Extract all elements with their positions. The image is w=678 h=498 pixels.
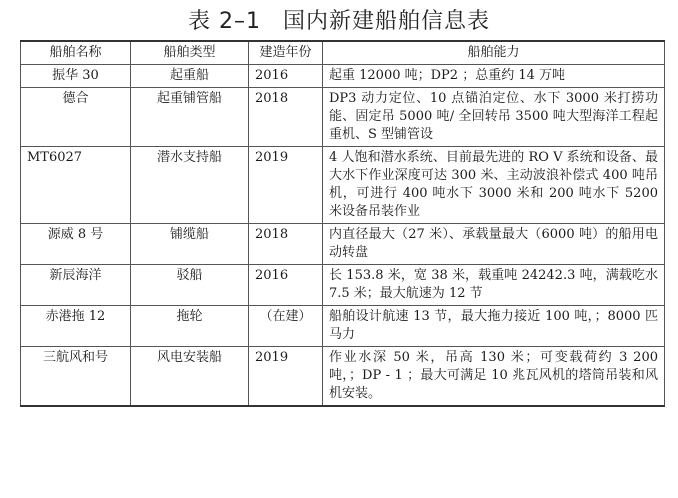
table-number: 表 2–1 xyxy=(187,9,261,34)
cell-capability: 作业水深 50 米，吊高 130 米；可变载荷约 3 200 吨，；DP - 1 ；最大可满足 10 兆瓦风机的塔筒吊装和风机安装。 xyxy=(323,347,665,407)
cell-build-year: 2016 xyxy=(249,265,323,306)
header-build-year: 建造年份 xyxy=(249,41,323,65)
cell-ship-type: 拖轮 xyxy=(131,306,249,347)
cell-capability: 长 153.8 米，宽 38 米，载重吨 24242.3 吨，满载吃水 7.5 米；最大航速为 12 节 xyxy=(323,265,665,306)
table-row xyxy=(21,265,665,306)
table-row xyxy=(21,88,665,147)
table-row xyxy=(21,347,665,407)
cell-build-year: 2016 xyxy=(249,65,323,88)
header-ship-name: 船舶名称 xyxy=(21,41,131,65)
cell-ship-name: 源威 8 号 xyxy=(21,224,131,265)
cell-capability: 内直径最大（27 米）、承载量最大（6000 吨）的船用电动转盘 xyxy=(323,224,665,265)
table-row xyxy=(21,147,665,224)
cell-ship-type: 起重铺管船 xyxy=(131,88,249,147)
cell-capability: DP3 动力定位、10 点锚泊定位、水下 3000 米打捞功能、固定吊 5000 吨/ 全回转吊 3500 吨大型海洋工程起重机、S 型铺管设 xyxy=(323,88,665,147)
cell-capability: 船舶设计航速 13 节，最大拖力接近 100 吨，；8000 匹马力 xyxy=(323,306,665,347)
cell-ship-type: 潜水支持船 xyxy=(131,147,249,224)
cell-capability: 起重 12000 吨；DP2 ；总重约 14 万吨 xyxy=(323,65,665,88)
table-row xyxy=(21,306,665,347)
cell-build-year: 2018 xyxy=(249,88,323,147)
cell-ship-type: 风电安装船 xyxy=(131,347,249,407)
cell-ship-name: MT6027 xyxy=(21,147,131,224)
cell-ship-name: 振华 30 xyxy=(21,65,131,88)
header-ship-type: 船舶类型 xyxy=(131,41,249,65)
cell-ship-name: 三航风和号 xyxy=(21,347,131,407)
cell-build-year: （在建） xyxy=(249,306,323,347)
cell-ship-type: 起重船 xyxy=(131,65,249,88)
table-row xyxy=(21,224,665,265)
cell-build-year: 2018 xyxy=(249,224,323,265)
cell-ship-name: 德合 xyxy=(21,88,131,147)
cell-ship-name: 新辰海洋 xyxy=(21,265,131,306)
table-row xyxy=(21,65,665,88)
cell-build-year: 2019 xyxy=(249,347,323,407)
cell-ship-type: 驳船 xyxy=(131,265,249,306)
cell-capability: 4 人饱和潜水系统、目前最先进的 RO V 系统和设备、最大水下作业深度可达 300 米、主动波浪补偿式 400 吨吊机，可进行 400 吨水下 3000 米和 200 吨水下 5200 米设备吊装作业 xyxy=(323,147,665,224)
cell-ship-name: 赤港拖 12 xyxy=(21,306,131,347)
table-header-row xyxy=(21,41,665,65)
ship-info-table xyxy=(20,40,665,407)
cell-ship-type: 铺缆船 xyxy=(131,224,249,265)
table-title: 国内新建船舶信息表 xyxy=(282,9,490,34)
header-ship-capability: 船舶能力 xyxy=(323,41,665,65)
cell-build-year: 2019 xyxy=(249,147,323,224)
table-caption xyxy=(0,4,678,35)
